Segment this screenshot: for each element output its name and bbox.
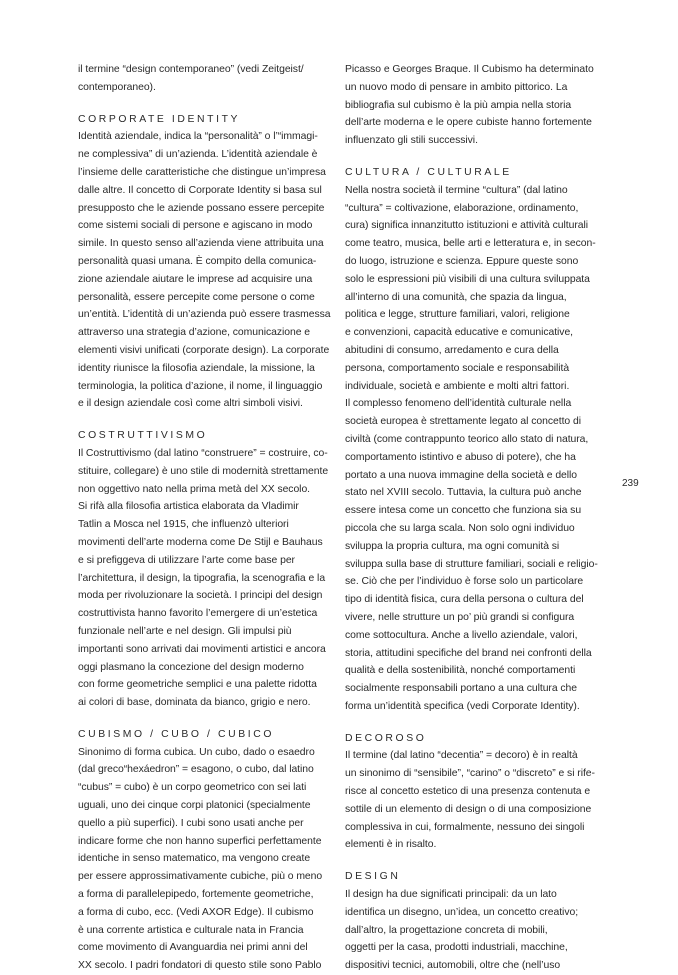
right-column — [345, 61, 598, 975]
text-line: Nella nostra società il termine “cultura” (dal latino — [345, 184, 568, 196]
entry-heading: DECOROSO — [345, 732, 427, 744]
text-line: civiltà (come contrappunto teorico allo stato di natura, — [345, 433, 589, 445]
right-entries — [345, 164, 598, 975]
text-line: stituire, collegare) è uno stile di modernità strettamente — [78, 465, 329, 477]
text-line: essere intesa come un concetto che funziona sia su — [345, 505, 582, 517]
text-line: a forma di cubo, ecc. (Vedi AXOR Edge). Il cubismo — [78, 906, 314, 918]
glossary-entry — [345, 164, 598, 716]
text-line: a forma di parallelepipedo, fortemente geometriche, — [78, 889, 314, 901]
text-line: vivere, nelle strutture un po’ più grandi si configura — [345, 611, 575, 623]
text-line: complessiva in cui, formalmente, nessuno dei singoli — [345, 821, 585, 833]
text-line: costruttivista hanno favorito l’emergere di un’estetica — [78, 608, 318, 620]
text-line: e convenzioni, capacità educative e comunicative, — [345, 327, 574, 339]
text-line: socialmente responsabili portano a una cultura che — [345, 683, 578, 695]
text-line: “cubus” = cubo) è un corpo geometrico con sei lati — [78, 782, 307, 794]
text-line: cura) significa innanzitutto istituzioni e attività culturali — [345, 220, 588, 232]
text-line: zione aziendale aiutare le imprese ad acquisire una — [78, 273, 313, 285]
text-line: XX secolo. I padri fondatori di questo stile sono Pablo — [78, 960, 322, 972]
text-line: come teatro, musica, belle arti e letteratura e, in secon- — [345, 238, 596, 250]
text-line: ai colori di base, dominata da bianco, grigio e nero. — [78, 697, 311, 709]
text-line: elementi è in risalto. — [345, 839, 437, 851]
text-line: portato a una nuova immagine della società e dello — [345, 469, 578, 481]
text-line: personalità, essere percepite come persone o come — [78, 291, 315, 303]
right-intro — [345, 61, 593, 150]
text-line: importanti sono arrivati dai movimenti artistici e ancora — [78, 643, 326, 655]
text-line: un sinonimo di “sensibile”, “carino” o “discreto” e si rife- — [345, 768, 595, 780]
text-line: individuale, società e ambiente e molti altri fattori. — [345, 380, 570, 392]
text-line: quello a più superfici). I cubi sono usati anche per — [78, 817, 304, 829]
text-line: sviluppa sulla base di strutture familiari, sociali e religio- — [345, 558, 598, 570]
text-line: dispositivi tecnici, automobili, oltre che (nell’uso — [345, 960, 561, 972]
entry-heading: CORPORATE IDENTITY — [78, 113, 241, 125]
glossary-entry — [78, 111, 331, 414]
text-line: ne complessiva” di un’azienda. L’identità aziendale è — [78, 149, 318, 161]
text-line: storia, attitudini specifiche del brand nei confronti della — [345, 647, 592, 659]
entry-heading: COSTRUTTIVISMO — [78, 430, 208, 442]
text-line: l’architettura, il design, la tipografia, la scenografia e la — [78, 572, 326, 584]
text-line: come movimento di Avanguardia nei primi anni del — [78, 942, 308, 954]
text-line: per essere approssimativamente cubiche, più o meno — [78, 871, 323, 883]
text-line: identity riunisce la filosofia aziendale, la missione, la — [78, 362, 315, 374]
text-line: solo le espressioni più visibili di una cultura sviluppata — [345, 273, 590, 285]
text-line: personalità quasi umana. È compito della comunica- — [78, 255, 317, 267]
text-line: è una corrente artistica e culturale nata in Francia — [78, 924, 304, 936]
text-line: oggetti per la casa, prodotti industriali, macchine, — [345, 942, 568, 954]
text-line: società europea è strettamente legato al concetto di — [345, 416, 581, 428]
text-line: influenzato gli stili successivi. — [345, 135, 478, 147]
text-line: terminologia, la politica d’azione, il nome, il linguaggio — [78, 380, 323, 392]
text-line: un’entità. L’identità di un’azienda può essere trasmessa — [78, 309, 331, 321]
left-entries — [78, 111, 331, 975]
text-line: (dal greco“hexáedron” = esagono, o cubo, dal latino — [78, 764, 314, 776]
text-line: qualità e della sostenibilità, nonché comportamenti — [345, 665, 576, 677]
text-line: oggi plasmano la concezione del design moderno — [78, 661, 304, 673]
text-line: uguali, uno dei cinque corpi platonici (specialmente — [78, 800, 311, 812]
text-line: risce al concetto estetico di una presenza contenuta e — [345, 786, 591, 798]
text-line: abitudini di consumo, arredamento e cura della — [345, 344, 559, 356]
text-line: sviluppa la propria cultura, ma ogni comunità si — [345, 540, 560, 552]
text-line: contemporaneo). — [78, 81, 156, 93]
glossary-entry — [78, 726, 324, 975]
text-line: dell’arte moderna e le opere cubiste hanno fortemente — [345, 117, 592, 129]
text-line: indicare forme che non hanno superfici perfettamente — [78, 835, 322, 847]
text-line: Identità aziendale, indica la “personalità” o l’“immagi- — [78, 131, 318, 143]
text-line: Il design ha due significati principali: da un lato — [345, 889, 557, 901]
text-line: identiche in senso matematico, ma vengono create — [78, 853, 311, 865]
text-line: e il design aziendale così come altri simboli visivi. — [78, 398, 303, 410]
text-line: movimenti dell’arte moderna come De Stijl e Bauhaus — [78, 536, 323, 548]
page-number: 239 — [622, 478, 639, 489]
text-line: elementi visivi unificati (corporate design). La corporate — [78, 344, 330, 356]
text-line: presupposto che le aziende possano essere percepite — [78, 202, 325, 214]
text-line: stato nel XVIII secolo. Tuttavia, la cultura può anche — [345, 487, 582, 499]
text-line: comportamento istintivo e abuso di potere), che ha — [345, 451, 576, 463]
glossary-entry — [78, 427, 329, 712]
left-column — [78, 61, 331, 975]
entry-heading: CUBISMO / CUBO / CUBICO — [78, 728, 275, 740]
text-line: il termine “design contemporaneo” (vedi Zeitgeist/ — [78, 64, 304, 75]
entry-heading: DESIGN — [345, 871, 401, 883]
text-line: bibliografia sul cubismo è la più ampia nella storia — [345, 99, 572, 111]
text-line: funzionale nell’arte e nel design. Gli impulsi più — [78, 625, 292, 637]
text-line: come sottocultura. Anche a livello aziendale, valori, — [345, 629, 578, 641]
text-line: moda per rivoluzionare la società. I principi del design — [78, 590, 323, 602]
glossary-entry — [345, 730, 593, 855]
text-line: forma un’identità specifica (vedi Corporate Identity). — [345, 700, 580, 712]
text-line: un nuovo modo di pensare in ambito pittorico. La — [345, 81, 568, 93]
text-line: do luogo, istruzione e scienza. Eppure queste sono — [345, 255, 579, 267]
text-line: come sistemi sociali di persone e agiscano in modo — [78, 220, 313, 232]
text-line: Tatlin a Mosca nel 1915, che influenzò ulteriori — [78, 519, 289, 531]
text-line: e si prefiggeva di utilizzare l’arte come base per — [78, 554, 295, 566]
text-line: all’interno di una comunità, che spazia da lingua, — [345, 291, 567, 303]
text-line: con forme geometriche semplici e una palette ridotta — [78, 679, 317, 691]
text-line: dall’altro, la progettazione concreta di mobili, — [345, 924, 548, 936]
text-line: Il termine (dal latino “decentia” = decoro) è in realtà — [345, 750, 578, 762]
text-line: simile. In questo senso all’azienda viene attribuita una — [78, 238, 324, 250]
text-line: Picasso e Georges Braque. Il Cubismo ha determinato — [345, 64, 594, 75]
text-line: Sinonimo di forma cubica. Un cubo, dado o esaedro — [78, 746, 315, 758]
text-line: piccola che su larga scala. Non solo ogni individuo — [345, 522, 575, 534]
left-intro — [78, 61, 324, 97]
text-line: “cultura” = coltivazione, elaborazione, ordinamento, — [345, 202, 579, 214]
text-line: Il complesso fenomeno dell’identità culturale nella — [345, 398, 572, 410]
text-line: Si rifà alla filosofia artistica elaborata da Vladimir — [78, 501, 299, 513]
text-line: tipo di identità fisica, cura della persona o cultura del — [345, 594, 584, 606]
text-line: non oggettivo nato nella prima metà del XX secolo. — [78, 483, 311, 495]
text-line: persona, comportamento sociale e responsabilità — [345, 362, 570, 374]
text-line: se. Ciò che per l’individuo è forse solo un particolare — [345, 576, 584, 588]
text-line: Il Costruttivismo (dal latino “construere” = costruire, co- — [78, 447, 328, 459]
text-line: sottile di un elemento di design o di una composizione — [345, 803, 592, 815]
text-line: identifica un disegno, un’idea, un concetto creativo; — [345, 906, 579, 918]
text-line: dalle altre. Il concetto di Corporate Identity si basa sul — [78, 184, 322, 196]
text-line: attraverso una strategia d’azione, comunicazione e — [78, 327, 311, 339]
text-line: l’insieme delle caratteristiche che distingue un’impresa — [78, 166, 326, 178]
entry-heading: CULTURA / CULTURALE — [345, 166, 512, 178]
text-line: politica e legge, strutture familiari, valori, religione — [345, 309, 570, 321]
